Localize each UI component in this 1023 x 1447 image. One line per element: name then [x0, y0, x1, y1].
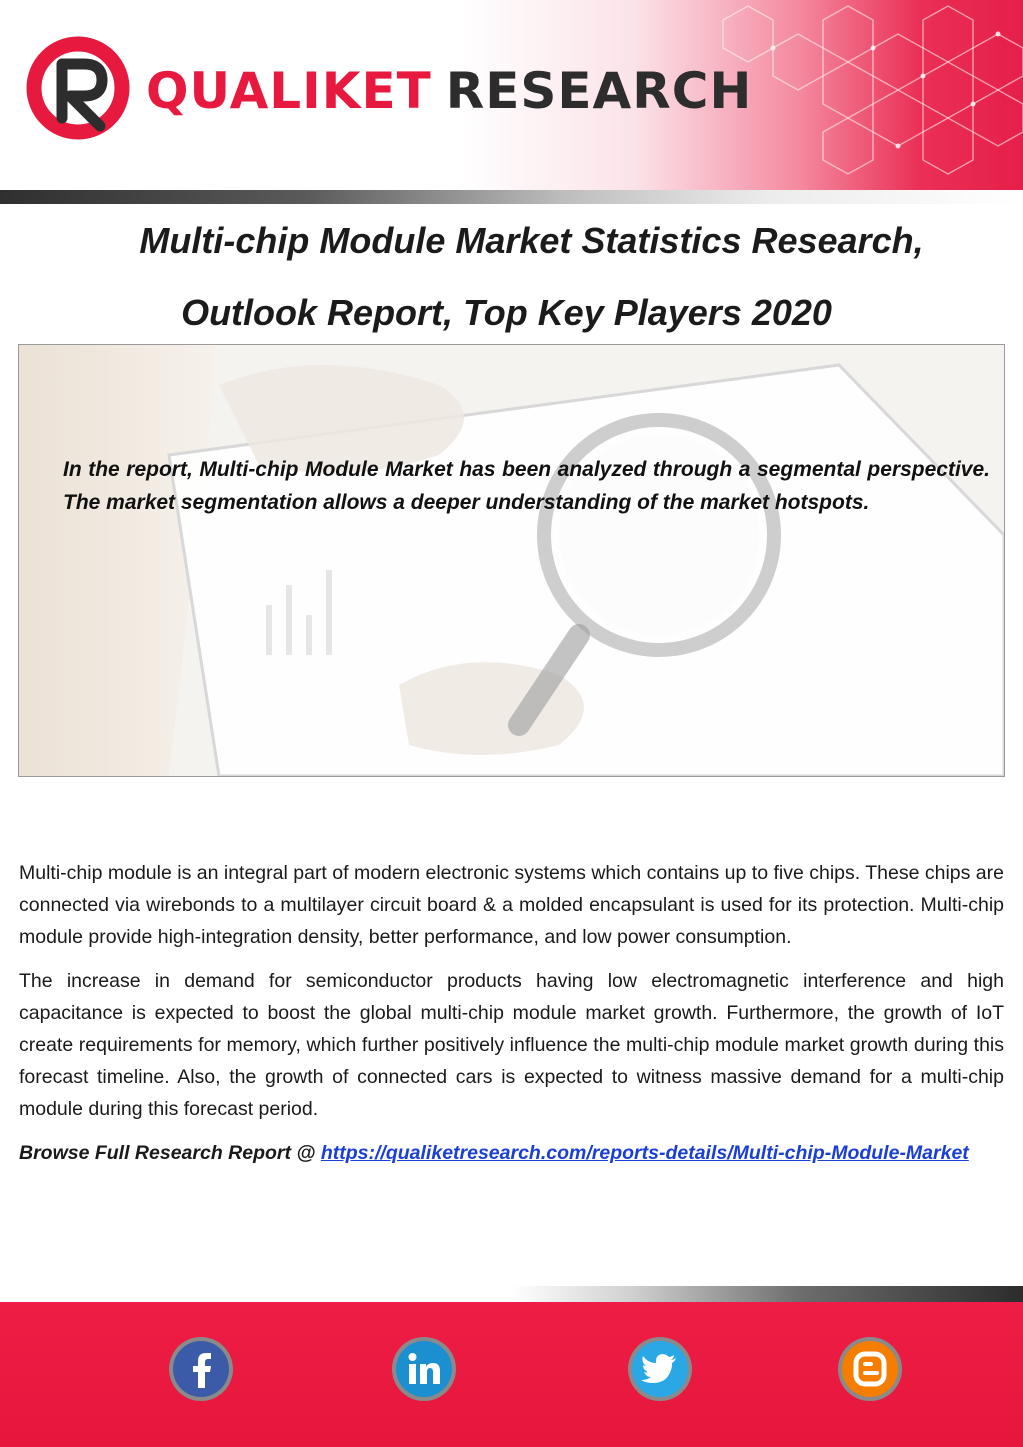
- facebook-icon[interactable]: [168, 1336, 234, 1402]
- page-title-line1: Multi-chip Module Market Statistics Research,: [139, 220, 924, 261]
- brand-name: [146, 62, 753, 120]
- header-divider-bar: [0, 190, 1023, 204]
- page-title-line2: Outlook Report, Top Key Players 2020: [181, 292, 832, 333]
- body-content: [19, 857, 1004, 1181]
- browse-report-line: [19, 1137, 1004, 1169]
- footer-divider-bar: [0, 1286, 1023, 1302]
- footer: [0, 1302, 1023, 1447]
- hero-image-box: [18, 344, 1005, 777]
- page-title: [0, 205, 1023, 349]
- linkedin-icon[interactable]: [391, 1336, 457, 1402]
- browse-label: Browse Full Research Report @: [19, 1142, 316, 1164]
- brand-name-part1: QUALIKET: [146, 62, 432, 120]
- magnifier-report-illustration: [19, 345, 1004, 776]
- body-paragraph-2: The increase in demand for semiconductor products having low electromagnetic interference and high capacitance is expected to boost the global multi-chip module market growth. Furthermore, the growth of IoT create requirements for memory, which further positively influence the multi-chip module market growth during this forecast timeline. Also, the growth of connected cars is expected to witness massive demand for a multi-chip module during this forecast period.: [19, 970, 1004, 1120]
- intro-text: In the report, Multi-chip Module Market has been analyzed through a segmental perspective. The market segmentation allows a deeper understanding of the market hotspots.: [63, 458, 990, 514]
- header: [0, 0, 1023, 190]
- qr-logo-icon: [22, 34, 134, 146]
- body-paragraph-1: Multi-chip module is an integral part of modern electronic systems which contains up to five chips. These chips are connected via wirebonds to a multilayer circuit board & a molded encapsulant is used for its protection. Multi-chip module provide high-integration density, better performance, and low power consumption.: [19, 862, 1004, 948]
- brand-name-part2: RESEARCH: [445, 62, 753, 120]
- twitter-icon[interactable]: [627, 1336, 693, 1402]
- blogger-icon[interactable]: [837, 1336, 903, 1402]
- report-link[interactable]: https://qualiketresearch.com/reports-details/Multi-chip-Module-Market: [320, 1142, 969, 1164]
